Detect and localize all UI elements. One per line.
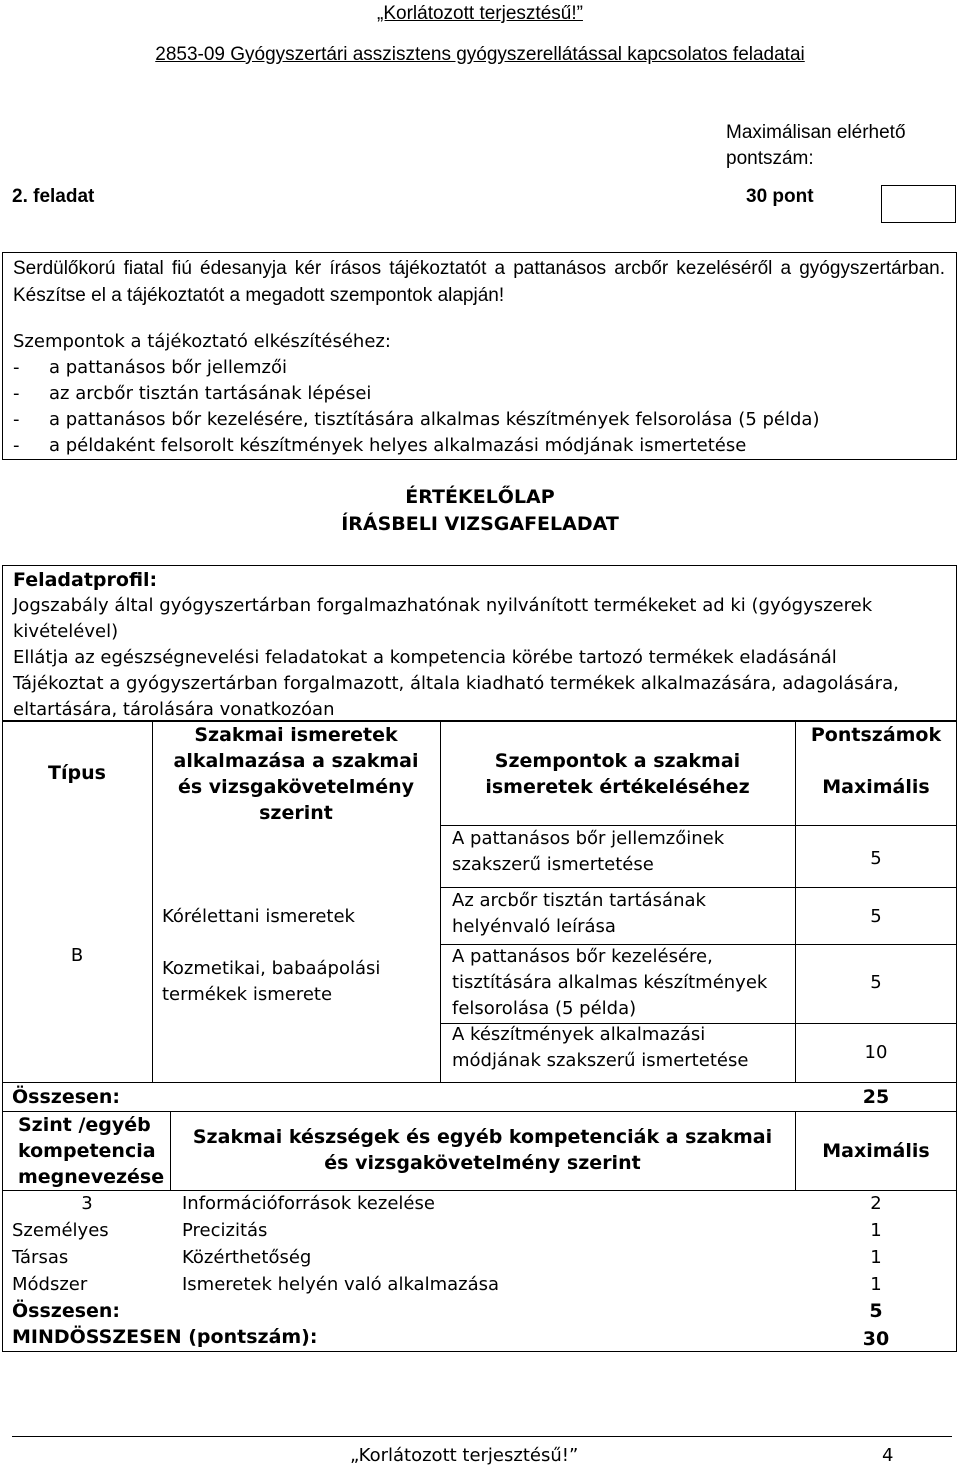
task-description-box bbox=[2, 252, 957, 460]
skill-level: Társas bbox=[12, 1247, 69, 1268]
type-value: B bbox=[70, 945, 84, 966]
criteria-row-points: 5 bbox=[870, 972, 882, 993]
criteria-row-points: 5 bbox=[870, 848, 882, 869]
document-title: 2853-09 Gyógyszertári asszisztens gyógyszerellátással kapcsolatos feladatai bbox=[155, 44, 805, 65]
profile-line: Tájékoztat a gyógyszertárban forgalmazott, általa kiadható termékek alkalmazására, adagolására, bbox=[13, 673, 899, 694]
profile-label: Feladatprofil: bbox=[13, 569, 158, 591]
subtotal-label: Összesen: bbox=[12, 1086, 121, 1108]
skill-level: Módszer bbox=[12, 1274, 88, 1295]
restricted-footer: „Korlátozott terjesztésű!” bbox=[350, 1445, 579, 1466]
skill-name: Ismeretek helyén való alkalmazása bbox=[182, 1274, 500, 1295]
skill-points: 1 bbox=[870, 1220, 882, 1241]
grand-total-label: MINDÖSSZESEN (pontszám): bbox=[12, 1326, 318, 1348]
task-name: 2. feladat bbox=[12, 186, 95, 207]
page-number: 4 bbox=[882, 1445, 894, 1466]
evaluation-title: ÉRTÉKELŐLAP bbox=[405, 486, 555, 508]
criteria-row: A pattanásos bőr jellemzőinek szakszerű ismertetése bbox=[452, 828, 725, 875]
grand-total-value: 30 bbox=[862, 1328, 890, 1350]
criteria-row: A pattanásos bőr kezelésére, tisztítására alkalmas készítmények felsorolása (5 példa) bbox=[452, 946, 768, 1019]
skill-name: Információforrások kezelése bbox=[182, 1193, 435, 1214]
criteria-row: A készítmények alkalmazási módjának szakszerű ismertetése bbox=[452, 1024, 749, 1071]
skill-name: Közérthetőség bbox=[182, 1247, 312, 1268]
restricted-header: „Korlátozott terjesztésű!” bbox=[377, 3, 583, 24]
skill-level: Személyes bbox=[12, 1220, 109, 1241]
max-points-label: Maximálisan elérhető pontszám: bbox=[726, 122, 906, 169]
criteria-title: Szempontok a tájékoztató elkészítéséhez: bbox=[13, 331, 391, 352]
skills-total-label: Összesen: bbox=[12, 1300, 121, 1322]
criteria-item: - a pattanásos bőr jellemzői bbox=[13, 357, 287, 378]
criteria-row: Az arcbőr tisztán tartásának helyénvaló leírása bbox=[452, 890, 706, 937]
skill-name: Precizitás bbox=[182, 1220, 268, 1241]
skill-points: 1 bbox=[870, 1247, 882, 1268]
criteria-item: - a példaként felsorolt készítmények helyes alkalmazási módjának ismertetése bbox=[13, 435, 747, 456]
col-level-header: Szint /egyéb kompetencia megnevezése bbox=[18, 1114, 165, 1188]
col-skills-header: Szakmai készségek és egyéb kompetenciák a szakmai és vizsgakövetelmény szerint bbox=[192, 1126, 773, 1174]
knowledge-item: Kozmetikai, babaápolási termékek ismerete bbox=[162, 958, 381, 1005]
criteria-row-points: 10 bbox=[864, 1042, 888, 1063]
col-max-header: Maximális bbox=[822, 776, 930, 798]
criteria-item: - a pattanásos bőr kezelésére, tisztítására alkalmas készítmények felsorolása (5 példa) bbox=[13, 409, 820, 430]
profile-line: Ellátja az egészségnevelési feladatokat a kompetencia körébe tartozó termékek eladásánál bbox=[13, 647, 837, 668]
col-max-header-2: Maximális bbox=[822, 1140, 930, 1162]
criteria-item: - az arcbőr tisztán tartásának lépései bbox=[13, 383, 372, 404]
skill-level: 3 bbox=[81, 1193, 93, 1214]
col-knowledge-header: Szakmai ismeretek alkalmazása a szakmai és vizsgakövetelmény szerint bbox=[173, 724, 419, 824]
profile-line: eltartására, tárolására vonatkozóan bbox=[13, 699, 335, 720]
profile-line: kivételével) bbox=[13, 621, 119, 642]
skills-total-value: 5 bbox=[869, 1300, 883, 1322]
col-criteria-header: Szempontok a szakmai ismeretek értékeléséhez bbox=[485, 750, 750, 798]
col-type-header: Típus bbox=[48, 762, 106, 784]
exam-title: ÍRÁSBELI VIZSGAFELADAT bbox=[341, 513, 619, 535]
task-profile-box bbox=[2, 565, 957, 722]
skill-points: 1 bbox=[870, 1274, 882, 1295]
task-intro: Serdülőkorú fiatal fiú édesanyja kér írásos tájékoztatót a pattanásos arcbőr kezeléséről a gyógyszertárban. Készítse el a tájékoztatót a megadott szempontok alapján! bbox=[13, 258, 945, 306]
score-box[interactable] bbox=[881, 185, 956, 223]
profile-line: Jogszabály által gyógyszertárban forgalmazhatónak nyilvánított termékeket ad ki (gyógyszerek bbox=[13, 595, 873, 616]
knowledge-item: Kórélettani ismeretek bbox=[162, 906, 355, 927]
task-points: 30 pont bbox=[746, 186, 814, 207]
criteria-row-points: 5 bbox=[870, 906, 882, 927]
col-points-header: Pontszámok bbox=[810, 724, 942, 746]
skill-points: 2 bbox=[870, 1193, 882, 1214]
subtotal-value: 25 bbox=[862, 1086, 890, 1108]
